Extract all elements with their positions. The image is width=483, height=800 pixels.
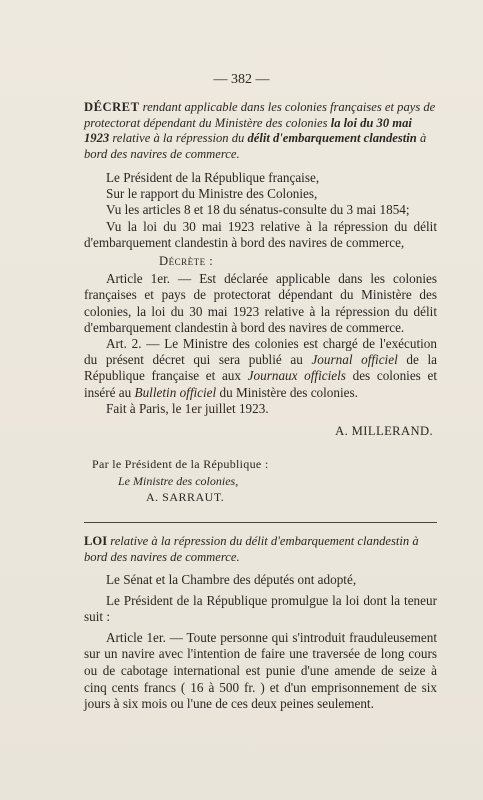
decret-title-part3: à bord des navires de commerce. [84, 131, 427, 161]
preamble-vu-senatus: Vu les articles 8 et 18 du sénatus-consulte du 3 mai 1854; [106, 202, 410, 218]
loi-title-text: relative à la répression du délit d'embarquement clandestin à bord des navires de commerce. [84, 534, 419, 564]
article-2-text-b: de la République française et aux [84, 352, 437, 384]
section-divider [84, 522, 437, 523]
decret-title-part2: relative à la répression du [109, 131, 248, 145]
article-2-journal-officiel: Journal officiel [311, 352, 398, 368]
loi-title-lead: LOI [84, 534, 108, 548]
article-2-journaux-officiels: Journaux officiels [247, 368, 346, 384]
loi-promulgation: Le Président de la République promulgue la loi dont la teneur suit : [84, 592, 437, 625]
article-2-text-a: Art. 2. — Le Ministre des colonies est chargé de l'exécution du présent décret qui sera publié au [84, 336, 437, 368]
preamble-rapport: Sur le rapport du Ministre des Colonies, [106, 186, 318, 202]
article-2-bulletin-officiel: Bulletin officiel [134, 384, 217, 400]
decrete-heading: Décrète : [159, 254, 214, 269]
fait-a-paris: Fait à Paris, le 1er juillet 1923. [106, 400, 269, 416]
loi-adoption: Le Sénat et la Chambre des députés ont adopté, [106, 572, 357, 587]
decret-title-em2: délit d'embarquement clandestin [247, 131, 417, 145]
signature-millerand: A. MILLERAND. [335, 424, 433, 439]
loi-body [84, 572, 437, 717]
countersign-line-president: Par le Président de la République : [92, 457, 269, 471]
preamble-president: Le Président de la République française, [106, 170, 320, 185]
countersignature [92, 456, 268, 506]
article-1: Article 1er. — Est déclarée applicable dans les colonies françaises et pays de protectorat dépendant du Ministère des colonies, la loi du 30 mai 1923 relative à la répression du délit d'embarquement clandestin à bord des navires de commerce. [84, 271, 437, 335]
decret-body [84, 170, 437, 439]
countersign-line-sarraut: A. SARRAUT. [146, 490, 225, 504]
article-2-text-c: des colonies et inséré au [84, 368, 438, 400]
loi-title [84, 534, 437, 565]
decret-title-part1: rendant applicable dans les colonies françaises et pays de protectorat dépendant du Ministère des colonies [84, 100, 436, 130]
preamble-vu-loi: Vu la loi du 30 mai 1923 relative à la répression du délit d'embarquement clandestin à bord des navires de commerce, [84, 218, 437, 250]
decret-title-em1: la loi du 30 mai 1923 [84, 115, 412, 145]
loi-article-1: Article 1er. — Toute personne qui s'introduit frauduleusement sur un navire avec l'intention de faire une traversée de long cours ou de cabotage international est punie d'une amende de seize à cinq cents francs ( 16 à 500 fr. ) et d'un emprisonnement de six jours à six mois ou l'une de ces deux peines seulement. [84, 629, 437, 712]
article-2 [84, 336, 437, 401]
article-2-text-d: du Ministère des colonies. [216, 384, 358, 400]
page-number: — 382 — [213, 72, 270, 87]
decret-title [84, 100, 437, 162]
countersign-line-ministre: Le Ministre des colonies, [118, 473, 239, 488]
decret-title-lead: DÉCRET [84, 100, 140, 114]
